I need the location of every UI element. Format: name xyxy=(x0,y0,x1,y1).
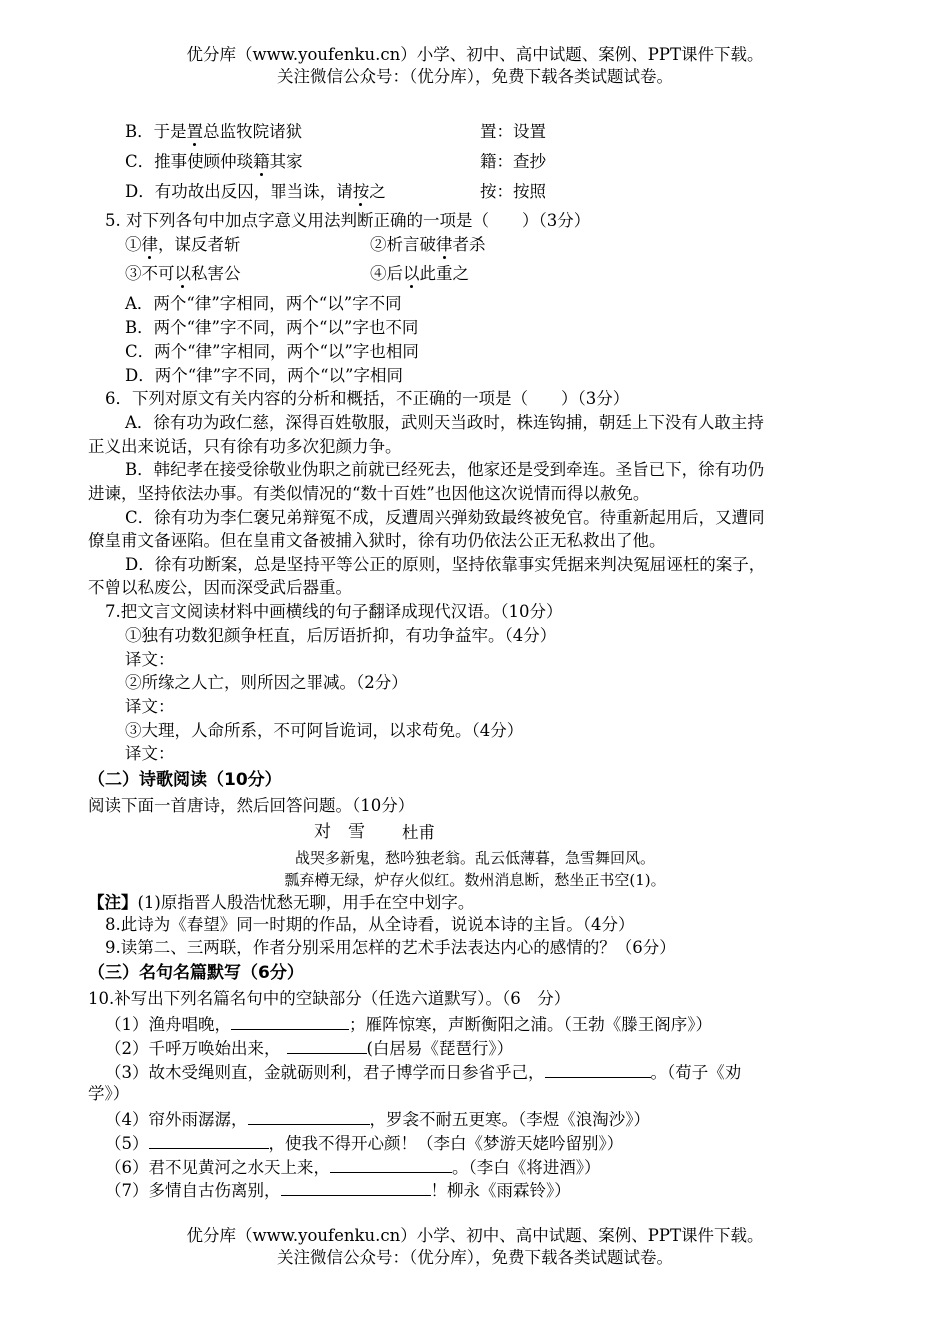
section-2-heading: （二）诗歌阅读（10分） xyxy=(88,770,282,790)
header-line-1: 优分库（www.youfenku.cn）小学、初中、高中试题、案例、PPT课件下载。 xyxy=(186,45,764,64)
q5-option-d: D．两个“律”字不同，两个“以”字相同 xyxy=(125,366,403,385)
q6-line-7: D．徐有功断案，总是坚持平等公正的原则，坚持依靠事实凭据来判决冤屈诬枉的案子， xyxy=(125,555,766,574)
poem-author: 杜甫 xyxy=(402,823,435,842)
q10-item-6: （6）君不见黄河之水天上来， 。（李白《将进酒》） xyxy=(105,1155,601,1179)
q6-line-5: C．徐有功为李仁褒兄弟辩冤不成，反遭周兴弹劾致最终被免官。待重新起用后，又遭同 xyxy=(125,508,765,527)
q5-option-c: C．两个“律”字相同，两个“以”字也相同 xyxy=(125,342,419,361)
answer-blank[interactable] xyxy=(231,1012,349,1030)
q7-translation-2: 译文： xyxy=(125,697,175,716)
q10-item-3-cont: 学》） xyxy=(88,1084,130,1103)
q7-item-3: ③大理，人命所系，不可阿旨诡词，以求苟免。（4分） xyxy=(125,721,524,740)
header-line-2: 关注微信公众号：（优分库），免费下载各类试题试卷。 xyxy=(277,67,673,86)
q6-line-3: B．韩纪孝在接受徐敬业伪职之前就已经死去，他家还是受到牵连。圣旨已下，徐有功仍 xyxy=(125,460,765,479)
q7-translation-3: 译文： xyxy=(125,744,175,763)
q6-line-8: 不曾以私废公，因而深受武后器重。 xyxy=(88,578,352,597)
q4-option-c: C．推事使顾仲琰籍其家 xyxy=(125,152,303,171)
poem-line-1: 战哭多新鬼，愁吟独老翁。乱云低薄暮，急雪舞回风。 xyxy=(294,849,655,867)
answer-blank[interactable] xyxy=(248,1107,370,1125)
q6-line-4: 进谏，坚持依法办事。有类似情况的“数十百姓”也因他这次说情而得以赦免。 xyxy=(88,484,650,503)
section-3-heading: （三）名句名篇默写（6分） xyxy=(88,963,304,983)
answer-blank[interactable] xyxy=(149,1131,269,1149)
answer-blank[interactable] xyxy=(281,1178,431,1196)
footer-line-2: 关注微信公众号：（优分库），免费下载各类试题试卷。 xyxy=(277,1248,673,1267)
q4-option-d: D．有功故出反囚，罪当诛，请按之 xyxy=(125,182,386,201)
q7-stem: 7.把文言文阅读材料中画横线的句子翻译成现代汉语。（10分） xyxy=(105,602,563,621)
q7-item-2: ②所缘之人亡，则所因之罪减。（2分） xyxy=(125,673,408,692)
q10-item-2: （2）千呼万唤始出来， (白居易《琵琶行》） xyxy=(105,1036,513,1060)
q5-sentence-1: ①律，谋反者斩 xyxy=(125,235,241,254)
q5-option-b: B．两个“律”字不同，两个“以”字也不同 xyxy=(125,318,419,337)
q4-option-c-gloss: 籍：查抄 xyxy=(480,152,546,171)
q4-option-b: B．于是置总监牧院诸狱 xyxy=(125,122,303,141)
q10-item-7: （7）多情自古伤离别， ！柳永《雨霖铃》） xyxy=(105,1178,571,1202)
q4-option-d-gloss: 按：按照 xyxy=(480,182,546,201)
poem-note: 【注】(1)原指晋人殷浩忧愁无聊，用手在空中划字。 xyxy=(88,893,475,912)
q7-item-1: ①独有功数犯颜争枉直，后厉语折抑，有功争益牢。（4分） xyxy=(125,626,557,645)
q6-line-1: A．徐有功为政仁慈，深得百姓敬服，武则天当政时，株连钩捕，朝廷上下没有人敢主持 xyxy=(125,413,764,432)
q5-option-a: A．两个“律”字相同，两个“以”字不同 xyxy=(125,294,402,313)
q6-line-2: 正义出来说话，只有徐有功多次犯颜力争。 xyxy=(88,437,402,456)
q5-stem: 5. 对下列各句中加点字意义用法判断正确的一项是（ ）（3分） xyxy=(105,211,591,230)
q4-option-b-gloss: 置：设置 xyxy=(480,122,546,141)
q10-item-3: （3）故木受绳则直，金就砺则利，君子博学而日参省乎己， 。（荀子《劝 xyxy=(105,1060,741,1084)
answer-blank[interactable] xyxy=(330,1155,452,1173)
q5-sentence-4: ④后以此重之 xyxy=(370,264,469,283)
q10-item-4: （4）帘外雨潺潺， ，罗衾不耐五更寒。（李煜《浪淘沙》） xyxy=(105,1107,650,1131)
q5-sentence-3: ③不可以私害公 xyxy=(125,264,241,283)
q9: 9.读第二、三两联，作者分别采用怎样的艺术手法表达内心的感情的？（6分） xyxy=(105,938,676,957)
q6-line-6: 僚皇甫文备诬陷。但在皇甫文备被捕入狱时，徐有功仍依法公正无私救出了他。 xyxy=(88,531,666,550)
q7-translation-1: 译文： xyxy=(125,650,175,669)
q5-sentence-2: ②析言破律者杀 xyxy=(370,235,486,254)
answer-blank[interactable] xyxy=(287,1036,367,1054)
answer-blank[interactable] xyxy=(545,1060,651,1078)
q10-item-1: （1）渔舟唱晚， ；雁阵惊寒，声断衡阳之浦。（王勃《滕王阁序》） xyxy=(105,1012,712,1036)
q10-item-5: （5） ，使我不得开心颜！（李白《梦游天姥吟留别》） xyxy=(105,1131,623,1155)
q6-stem: 6．下列对原文有关内容的分析和概括，不正确的一项是（ ）（3分） xyxy=(105,389,630,408)
poem-line-2: 瓢弃樽无绿，炉存火似红。数州消息断，愁坐正书空(1)。 xyxy=(284,871,666,889)
section-2-intro: 阅读下面一首唐诗，然后回答问题。（10分） xyxy=(88,796,415,815)
poem-title: 对 雪 xyxy=(314,822,365,842)
q8: 8.此诗为《春望》同一时期的作品，从全诗看，说说本诗的主旨。（4分） xyxy=(105,915,635,934)
q10-stem: 10.补写出下列名篇名句中的空缺部分（任选六道默写）。（6 分） xyxy=(88,989,571,1008)
footer-line-1: 优分库（www.youfenku.cn）小学、初中、高中试题、案例、PPT课件下载。 xyxy=(186,1226,764,1245)
